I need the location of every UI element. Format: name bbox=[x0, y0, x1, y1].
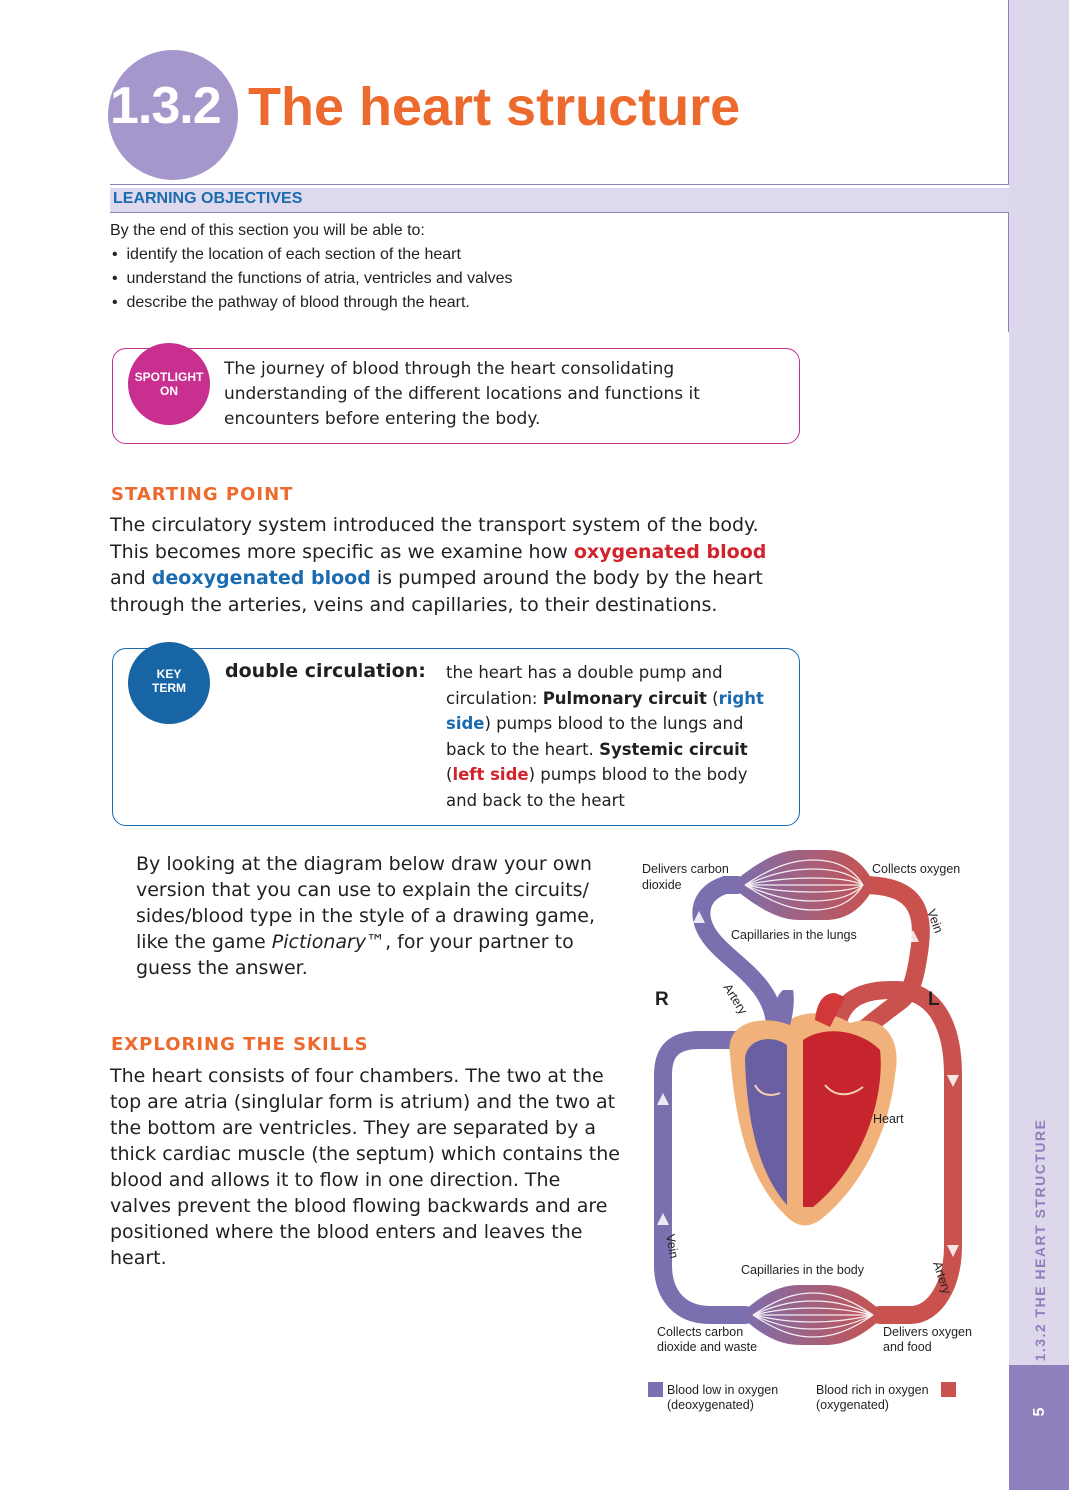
starting-point-text bbox=[110, 512, 790, 618]
definition-part: ( bbox=[706, 688, 719, 708]
left-side-highlight: left side bbox=[452, 765, 529, 784]
double-circulation-diagram bbox=[635, 845, 995, 1425]
starting-point-text-part: and bbox=[110, 567, 152, 589]
label-artery-bottom: Artery bbox=[930, 1259, 954, 1296]
lung-capillaries bbox=[730, 850, 875, 920]
key-term-label-line2: TERM bbox=[152, 681, 186, 695]
header-divider-vertical bbox=[1008, 0, 1009, 185]
activity-text bbox=[136, 851, 616, 981]
legend-deoxygenated-line2: (deoxygenated) bbox=[667, 1398, 754, 1412]
page-title: The heart structure bbox=[248, 77, 741, 137]
label-delivers-oxygen-line2: and food bbox=[883, 1340, 932, 1354]
page-number: 5 bbox=[1031, 1407, 1048, 1417]
game-name: Pictionary™ bbox=[271, 931, 386, 953]
legend-swatch-deoxygenated bbox=[648, 1382, 663, 1397]
activity-text-part: By looking at the diagram below draw your own version that you can use to explain the circuits/ sides/blood type in the style of a drawing game, like the game bbox=[136, 853, 596, 953]
key-term-word: double circulation: bbox=[225, 660, 426, 682]
learning-objectives-intro: By the end of this section you will be able to: bbox=[110, 222, 425, 239]
legend-deoxygenated-line1: Blood low in oxygen bbox=[667, 1383, 779, 1397]
learning-objective-item: • describe the pathway of blood through the heart. bbox=[112, 294, 470, 311]
legend-swatch-oxygenated bbox=[941, 1382, 956, 1397]
legend-oxygenated-line1: Blood rich in oxygen bbox=[816, 1383, 929, 1397]
label-left-side: L bbox=[928, 989, 940, 1010]
section-number: 1.3.2 bbox=[110, 77, 221, 135]
label-delivers-oxygen-line1: Delivers oxygen bbox=[883, 1325, 972, 1339]
learning-objective-item: • understand the functions of atria, ventricles and valves bbox=[112, 270, 513, 287]
learning-objective-item: • identify the location of each section of the heart bbox=[112, 246, 461, 263]
definition-part: the heart has a double pump and circulation: bbox=[446, 663, 723, 708]
label-right-side: R bbox=[655, 989, 669, 1010]
starting-point-text-part: is pumped around the body by the heart through the arteries, veins and capillaries, to their destinations. bbox=[110, 567, 763, 616]
label-vein-top: Vein bbox=[924, 907, 946, 935]
label-delivers-co2-line2: dioxide bbox=[642, 878, 682, 892]
key-term-label bbox=[128, 667, 210, 695]
legend-oxygenated-line2: (oxygenated) bbox=[816, 1398, 889, 1412]
learning-objective-text: identify the location of each section of the heart bbox=[126, 246, 461, 263]
starting-point-text-part: The circulatory system introduced the transport system of the body. This becomes more specific as we examine how bbox=[110, 514, 759, 563]
label-heart: Heart bbox=[873, 1112, 904, 1126]
key-term-label-line1: KEY bbox=[156, 667, 182, 681]
side-tab-label: 1.3.2 THE HEART STRUCTURE bbox=[1032, 1118, 1048, 1362]
exploring-skills-heading: EXPLORING THE SKILLS bbox=[111, 1034, 369, 1055]
heart-illustration bbox=[729, 990, 896, 1225]
oxygenated-blood-highlight: oxygenated blood bbox=[573, 540, 767, 563]
label-capillaries-lungs: Capillaries in the lungs bbox=[731, 928, 857, 942]
body-capillaries bbox=[740, 1285, 885, 1345]
side-tab-page-block bbox=[1009, 1365, 1069, 1490]
label-collects-co2-line2: dioxide and waste bbox=[657, 1340, 758, 1354]
spotlight-label-line2: ON bbox=[160, 384, 178, 398]
label-artery-top: Artery bbox=[720, 981, 750, 1017]
right-side-highlight: right side bbox=[446, 688, 764, 733]
header-divider-horizontal bbox=[110, 184, 1009, 185]
spotlight-text: The journey of blood through the heart consolidating understanding of the different locations and functions it encounters before entering the body. bbox=[224, 359, 700, 429]
spotlight-label-line1: SPOTLIGHT bbox=[134, 370, 204, 384]
learning-objective-text: understand the functions of atria, ventricles and valves bbox=[126, 270, 513, 287]
definition-part: ) pumps blood to the body and back to the heart bbox=[446, 765, 748, 810]
label-capillaries-body: Capillaries in the body bbox=[741, 1263, 864, 1277]
activity-text-part: , for your partner to guess the answer. bbox=[136, 931, 574, 979]
label-delivers-co2-line1: Delivers carbon bbox=[642, 862, 729, 876]
spotlight-label bbox=[128, 370, 210, 398]
label-vein-bottom: Vein bbox=[663, 1233, 682, 1260]
definition-part: ) pumps blood to the lungs and back to the heart. bbox=[446, 714, 744, 759]
systemic-circuit: Systemic circuit bbox=[599, 739, 748, 759]
label-collects-co2-line1: Collects carbon bbox=[657, 1325, 744, 1339]
pulmonary-circuit: Pulmonary circuit bbox=[542, 688, 707, 708]
learning-objectives-divider bbox=[1008, 212, 1009, 332]
starting-point-heading: STARTING POINT bbox=[111, 484, 294, 505]
learning-objectives-heading: LEARNING OBJECTIVES bbox=[113, 190, 303, 207]
deoxygenated-blood-highlight: deoxygenated blood bbox=[151, 567, 371, 589]
label-collects-oxygen: Collects oxygen bbox=[872, 862, 961, 876]
learning-objective-text: describe the pathway of blood through the heart. bbox=[126, 294, 470, 311]
definition-part: ( bbox=[446, 765, 453, 784]
exploring-skills-text: The heart consists of four chambers. The two at the top are atria (singlular form is atrium) and the two at the bottom are ventricles. They are separated by a thick cardiac muscle (the septum) which contains the blood and allows it to flow in one direction. The valves prevent the blood flowing backwards and are positioned where the blood enters and leaves the heart. bbox=[110, 1065, 620, 1269]
key-term-definition bbox=[446, 660, 781, 813]
